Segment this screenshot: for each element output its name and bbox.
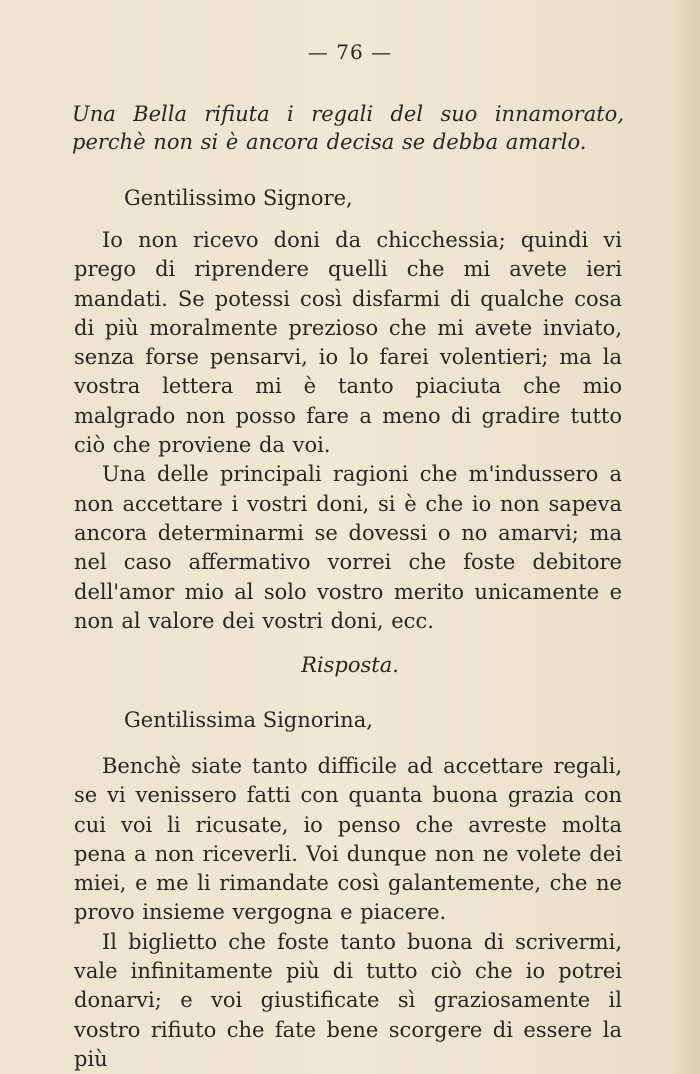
letter-body (74, 226, 622, 636)
reply-paragraph-2: Il biglietto che foste tanto buona di scrivermi, vale infinitamente più di tutto ciò che io potrei donarvi; e voi giustificate sì graziosamente il vostro rifiuto che fate bene scorgere di essere la più (74, 929, 622, 1071)
page-number: — 76 — (307, 40, 393, 64)
reply-body (74, 752, 622, 1074)
letter-salutation: Gentilissimo Signore, (124, 186, 353, 210)
letter-paragraph-1: Io non ricevo doni da chicchessia; quindi vi prego di riprendere quelli che mi avete ieri mandati. Se potessi così disfarmi di qualche cosa di più moralmente prezioso che mi avete inviato, senza forse pensarvi, io lo farei volentieri; ma la vostra lettera mi è tanto piaciuta che mio malgrado non posso fare a meno di gradire tutto ciò che proviene da voi. (74, 228, 622, 458)
letter-heading: Una Bella rifiuta i regali del suo innamorato, perchè non si è ancora decisa se debba amarlo. (72, 102, 624, 154)
letter-paragraph-2: Una delle principali ragioni che m'indussero a non accettare i vostri doni, si è che io non sapeva ancora determinarmi se dovessi o no amarvi; ma nel caso affermativo vorrei che foste debitore dell'amor mio al solo vostro merito unicamente e non al valore dei vostri doni, ecc. (74, 462, 622, 633)
reply-title: Risposta. (301, 653, 399, 677)
reply-salutation: Gentilissima Signorina, (124, 708, 373, 732)
reply-paragraph-1: Benchè siate tanto difficile ad accettare regali, se vi venissero fatti con quanta buona grazia con cui voi li ricusate, io penso che avreste molta pena a non riceverli. Voi dunque non ne volete dei miei, e me li rimandate così galantemente, che ne provo insieme vergogna e piacere. (74, 754, 622, 925)
